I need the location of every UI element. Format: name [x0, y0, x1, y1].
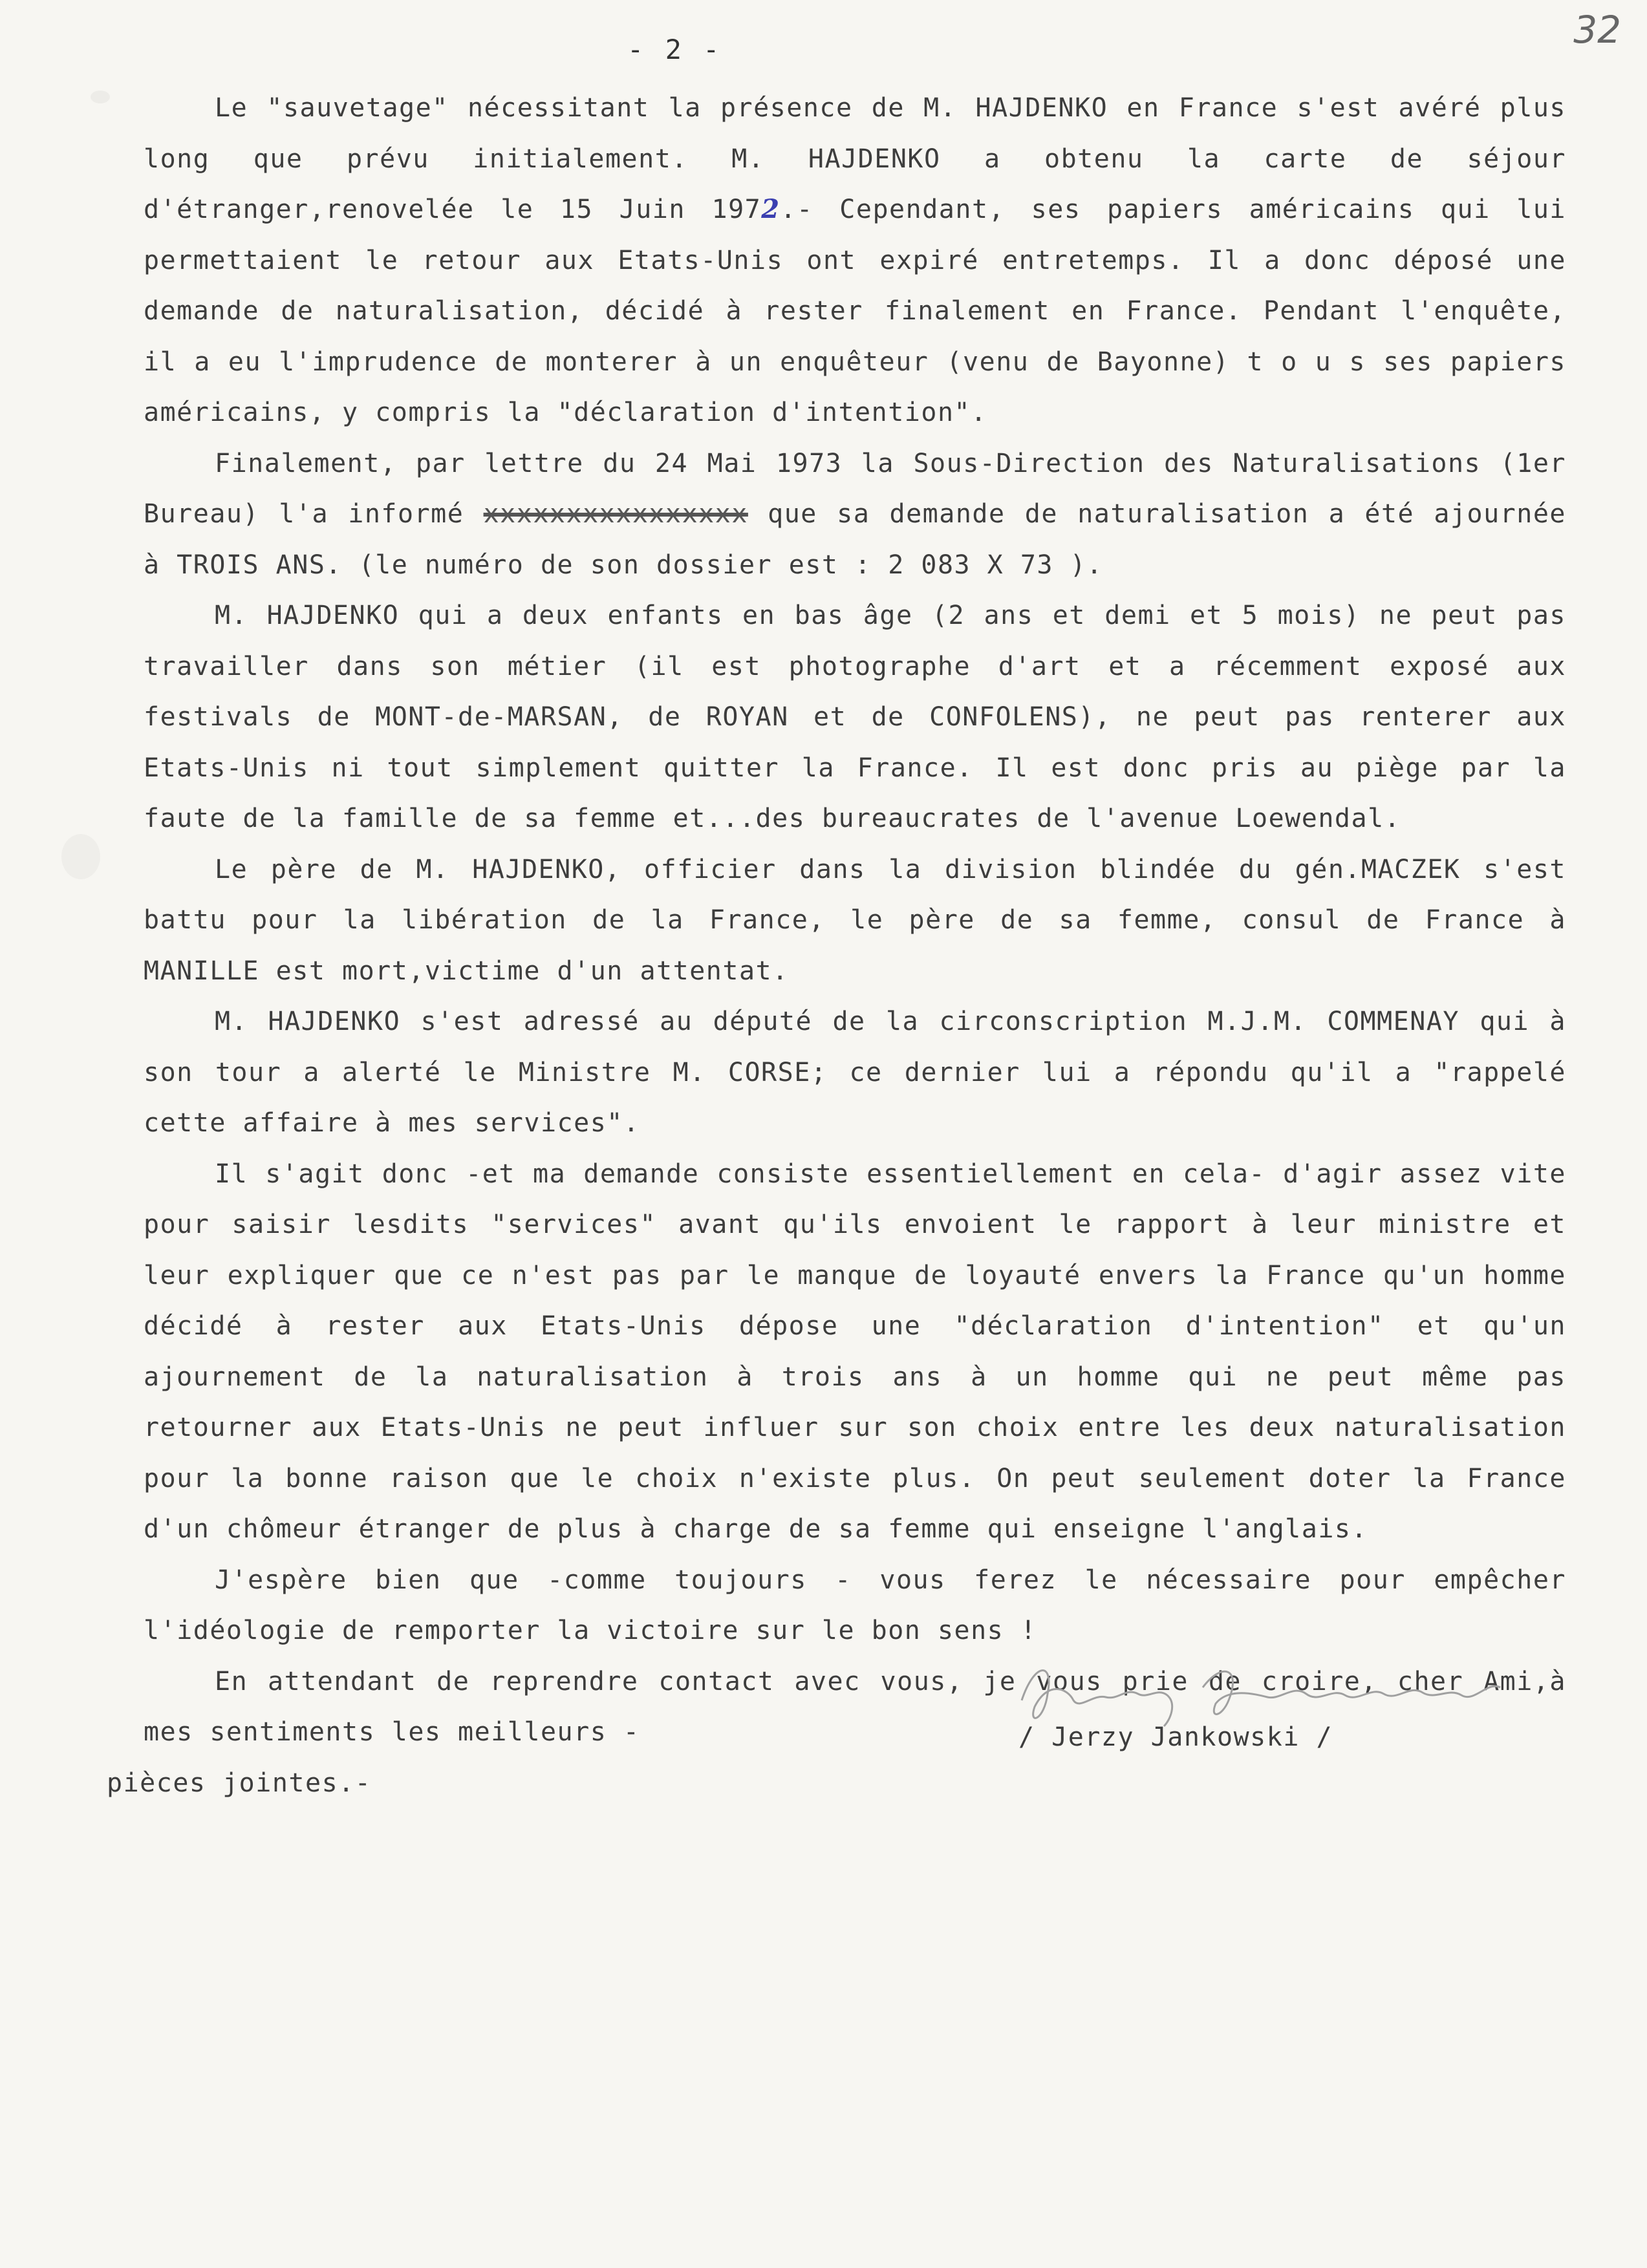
page-number: - 2 - — [627, 34, 722, 65]
paper-smudge — [91, 91, 110, 103]
paper-smudge — [61, 834, 100, 879]
paragraph — [144, 83, 1566, 438]
letter-body — [144, 83, 1566, 1758]
folio-number: 32 — [1573, 8, 1621, 52]
paragraph-text: Finalement, par lettre du 24 Mai 1973 la Sous-Direction des Naturalisations (1er Bureau) l'a informé — [144, 448, 1566, 529]
signer-name: / Jerzy Jankowski / — [1018, 1722, 1333, 1752]
paragraph-text: .- Cependant, ses papiers américains qui lui permettaient le retour aux Etats-Unis ont expiré entretemps. Il a donc déposé une demande de naturalisation, décidé à rester finalement en France. Pendant l'enquête, il a eu l'imprudence de monterer à un enquêteur (venu de Bayonne) t o u s ses papiers américains, y compris la "déclaration d'intention". — [144, 195, 1567, 427]
paragraph: Le père de M. HAJDENKO, officier dans la division blindée du gén.MACZEK s'est battu pour la libération de la France, le père de sa femme, consul de France à MANILLE est mort,victime d'un attentat. — [144, 854, 1566, 986]
enclosure-note: pièces jointes.- — [107, 1768, 372, 1798]
paragraph — [144, 438, 1566, 591]
struck-out-text: xxxxxxxxxxxxxxxx — [483, 499, 748, 529]
paragraph-text: Le "sauvetage" nécessitant la présence de M. HAJDENKO en France s'est avéré plus long que prévu initialement. M. HAJDENKO a obtenu la carte de séjour d'étranger,renovelée le 15 Juin 197 — [144, 93, 1566, 224]
paragraph: M. HAJDENKO s'est adressé au député de la circonscription M.J.M. COMMENAY qui à son tour a alerté le Ministre M. CORSE; ce dernier lui a répondu qu'il a "rappelé cette affaire à mes services". — [144, 1007, 1566, 1138]
handwritten-correction: 2 — [761, 194, 780, 224]
paragraph: J'espère bien que -comme toujours - vous ferez le nécessaire pour empêcher l'idéologie de remporter la victoire sur le bon sens ! — [144, 1565, 1566, 1645]
paragraph: M. HAJDENKO qui a deux enfants en bas âge (2 ans et demi et 5 mois) ne peut pas travailler dans son métier (il est photographe d'art et a récemment exposé aux festivals de MONT-de-MARSAN, de ROYAN et de CONFOLENS), ne peut pas renterer aux Etats-Unis ni tout simplement quitter la France. Il est donc pris au piège par la faute de la famille de sa femme et...des bureaucrates de l'avenue Loewendal. — [144, 601, 1566, 833]
paragraph-text: que sa demande de naturalisation a été ajournée à TROIS ANS. (le numéro de son dossier est : 2 083 X 73 ). — [144, 499, 1567, 580]
closing-paragraph: En attendant de reprendre contact avec vous, je vous prie de croire, cher Ami,à mes sentiments les meilleurs - — [144, 1666, 1566, 1747]
paragraph: Il s'agit donc -et ma demande consiste essentiellement en cela- d'agir assez vite pour saisir lesdits "services" avant qu'ils envoient le rapport à leur ministre et leur expliquer que ce n'est pas par le manque de loyauté envers la France qu'un homme décidé à rester aux Etats-Unis dépose une "déclaration d'intention" et qu'un ajournement de la naturalisation à trois ans à un homme qui ne peut même pas retourner aux Etats-Unis ne peut influer sur son choix entre les deux naturalisation pour la bonne raison que le choix n'existe plus. On peut seulement doter la France d'un chômeur étranger de plus à charge de sa femme qui enseigne l'anglais. — [144, 1159, 1566, 1544]
